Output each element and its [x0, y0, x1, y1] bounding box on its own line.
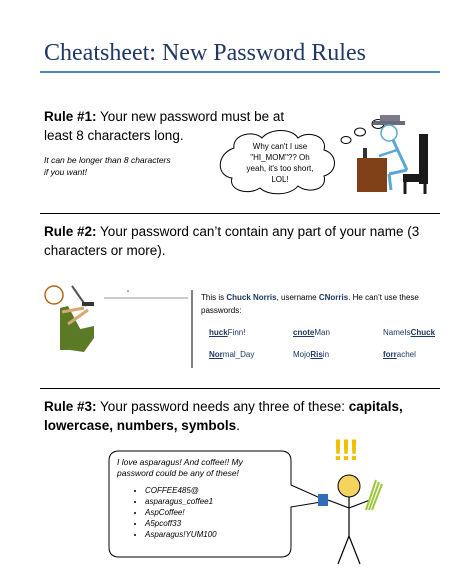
example-password: • A5pcoff33 — [145, 518, 292, 529]
forbidden-password-5: MojoRisin — [293, 350, 330, 359]
example-password: • COFFEE485@ — [145, 485, 292, 496]
rule-1-body: Your new password must be at least 8 characters long. — [44, 109, 285, 143]
forbidden-password-2: cnoteMan — [293, 328, 330, 337]
thought-line-1: Why can't I use — [252, 142, 308, 151]
rule-1-note — [44, 154, 194, 178]
example-password: • Asparagus!YUM100 — [145, 529, 292, 540]
rule-1-note-line-1: It can be longer than 8 characters — [44, 155, 171, 165]
rule-2-intro — [201, 291, 441, 317]
intro-post: . He can’t use these — [348, 293, 419, 302]
forbidden-password-4: Normal_Day — [209, 350, 255, 359]
thought-cloud-text — [240, 141, 320, 185]
intro-line-2: passwords: — [201, 306, 242, 315]
rule-3-body: Your password needs any three of these: — [100, 399, 349, 414]
speech-bubble-text — [117, 457, 292, 540]
separator-1 — [40, 213, 440, 214]
rule-3-bold-terms: capitals, lowercase, numbers, symbols — [44, 399, 403, 433]
forbidden-password-1: huckFinn! — [209, 328, 246, 337]
intro-pre: This is — [201, 293, 227, 302]
rule-3-label: Rule #3: — [44, 399, 97, 414]
rule-2-label: Rule #2: — [44, 224, 97, 239]
person-at-desk-icon — [355, 112, 435, 197]
thought-line-2: "HI_MOM"?? Oh — [250, 153, 310, 162]
intro-name: Chuck Norris — [226, 293, 277, 302]
rule-3-period: . — [236, 418, 240, 433]
rule-2-text — [44, 222, 439, 260]
rule-3-text — [44, 397, 444, 435]
reclining-person-icon — [44, 278, 204, 358]
page-title: Cheatsheet: New Password Rules — [44, 40, 366, 66]
stick-figure-icon — [318, 466, 388, 568]
thought-line-4: LOL! — [271, 175, 289, 184]
rule-2-body: Your password can’t contain any part of your name (3 characters or more). — [44, 224, 420, 258]
separator-2 — [40, 388, 440, 389]
forbidden-password-6: forrachel — [383, 350, 416, 359]
thought-line-3: yeah, it's too short, — [246, 164, 314, 173]
intro-user: CNorris — [318, 293, 349, 302]
bracket-line-icon — [186, 290, 198, 370]
title-underline — [40, 71, 440, 73]
example-password-list — [117, 485, 292, 540]
example-password: • AspCoffee! — [145, 507, 292, 518]
speech-line-2: password could be any of these! — [117, 468, 239, 478]
speech-line-1: I love asparagus! And coffee!! My — [117, 457, 243, 467]
rule-1-note-line-2: if you want! — [44, 167, 87, 177]
example-password: • asparagus_coffee1 — [145, 496, 292, 507]
exclamation-marks: !!! — [333, 434, 357, 467]
intro-mid: , username — [276, 293, 319, 302]
rule-1-label: Rule #1: — [44, 109, 97, 124]
forbidden-password-3: NameIsChuck — [383, 328, 436, 337]
